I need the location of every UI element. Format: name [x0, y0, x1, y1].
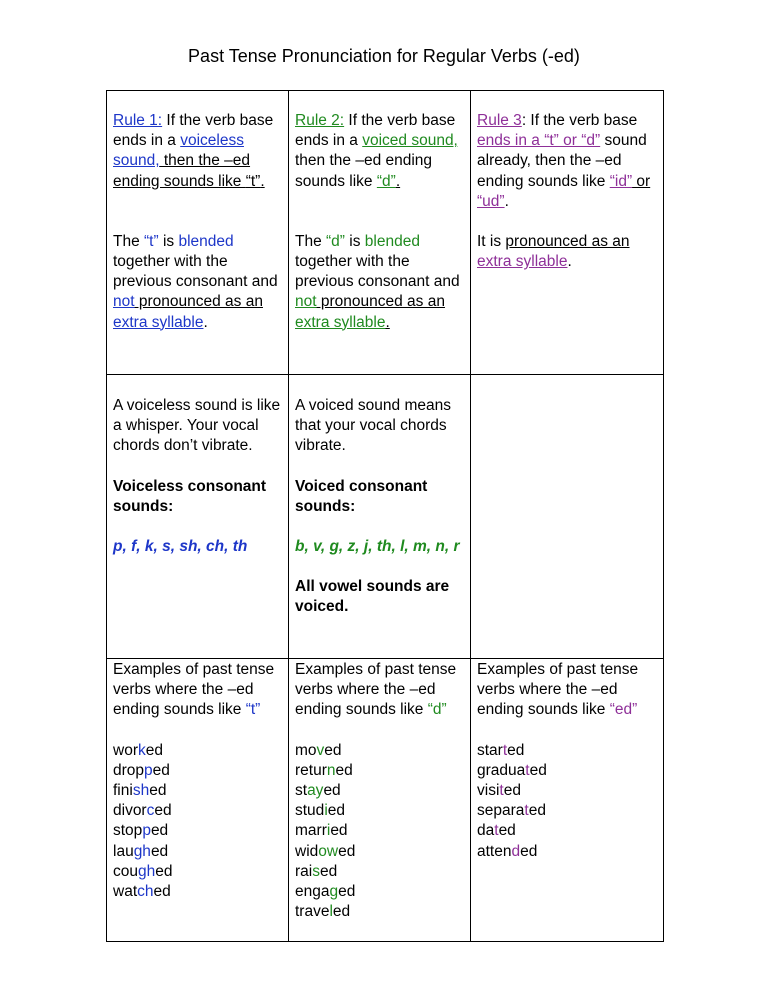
voiceless-cell [107, 375, 289, 659]
example-word: worked [113, 741, 163, 759]
empty-cell [471, 375, 664, 659]
sounds-row [107, 375, 664, 659]
examples-d-intro: Examples of past tense verbs where the –ed ending sounds like “d” [295, 661, 457, 719]
example-word: divorced [113, 802, 172, 820]
example-word: raised [295, 862, 338, 880]
rule2-label: Rule 2: [295, 112, 345, 129]
rules-table [106, 90, 664, 942]
example-word: watched [113, 883, 171, 901]
examples-t-cell [107, 659, 289, 942]
voiced-heading: Voiced consonant sounds: [295, 477, 428, 515]
example-word: attended [477, 842, 538, 860]
example-word: stayed [295, 782, 341, 800]
example-word: coughed [113, 862, 173, 880]
example-word: stopped [113, 822, 169, 840]
rule2-statement: Rule 2: If the verb base ends in a voiced sound, then the –ed ending sounds like “d”. [295, 112, 458, 190]
voiceless-heading: Voiceless consonant sounds: [113, 477, 267, 515]
example-word: returned [295, 761, 353, 779]
page-title: Past Tense Pronunciation for Regular Verbs (-ed) [188, 46, 580, 66]
example-word: married [295, 822, 348, 840]
example-word: started [477, 741, 525, 759]
rule3-pron-note: It is pronounced as an extra syllable. [477, 233, 630, 271]
example-word: moved [295, 741, 342, 759]
examples-t-list [113, 741, 283, 903]
example-word: graduated [477, 761, 547, 779]
example-word: finished [113, 782, 167, 800]
example-word: studied [295, 802, 346, 820]
rules-row [107, 91, 664, 375]
examples-d-cell [289, 659, 471, 942]
voiced-cell [289, 375, 471, 659]
rule1-blend-note: The “t” is blended together with the previous consonant and not pronounced as an extra syllable. [113, 232, 278, 331]
examples-row [107, 659, 664, 942]
vowel-note: All vowel sounds are voiced. [295, 578, 450, 616]
examples-id-list [477, 741, 658, 862]
rule2-blend-note: The “d” is blended together with the previous consonant and not pronounced as an extra syllable. [295, 232, 460, 331]
rule3-label: Rule 3 [477, 112, 522, 129]
rule3-statement: Rule 3: If the verb base ends in a “t” or “d” sound already, then the –ed ending sounds like “id” or “ud”. [477, 112, 651, 210]
rule1-statement: Rule 1: If the verb base ends in a voiceless sound, then the –ed ending sounds like “t”. [113, 112, 274, 190]
examples-d-list [295, 741, 465, 923]
rule2-sound: voiced sound, [362, 132, 458, 150]
example-word: widowed [295, 842, 356, 860]
rule2-cell [289, 91, 471, 375]
example-word: dated [477, 822, 516, 840]
example-word: engaged [295, 883, 356, 901]
voiced-description: A voiced sound means that your vocal chords vibrate. [295, 397, 451, 455]
rule1-sound: voiceless sound, [113, 132, 244, 170]
examples-id-cell [471, 659, 664, 942]
example-word: traveled [295, 903, 351, 921]
examples-t-intro: Examples of past tense verbs where the –ed ending sounds like “t” [113, 661, 275, 719]
example-word: dropped [113, 761, 170, 779]
examples-id-intro: Examples of past tense verbs where the –ed ending sounds like “ed” [477, 661, 639, 719]
example-word: separated [477, 802, 546, 820]
voiceless-description: A voiceless sound is like a whisper. Your vocal chords don’t vibrate. [113, 397, 281, 455]
rule1-label: Rule 1: [113, 112, 163, 129]
rule3-ends: ends in a “t” or “d” [477, 132, 601, 150]
rule3-cell [471, 91, 664, 375]
voiced-sounds: b, v, g, z, j, th, l, m, n, r [295, 538, 460, 556]
voiceless-sounds: p, f, k, s, sh, ch, th [113, 538, 248, 556]
example-word: visited [477, 782, 521, 800]
example-word: laughed [113, 842, 169, 860]
rule1-cell [107, 91, 289, 375]
